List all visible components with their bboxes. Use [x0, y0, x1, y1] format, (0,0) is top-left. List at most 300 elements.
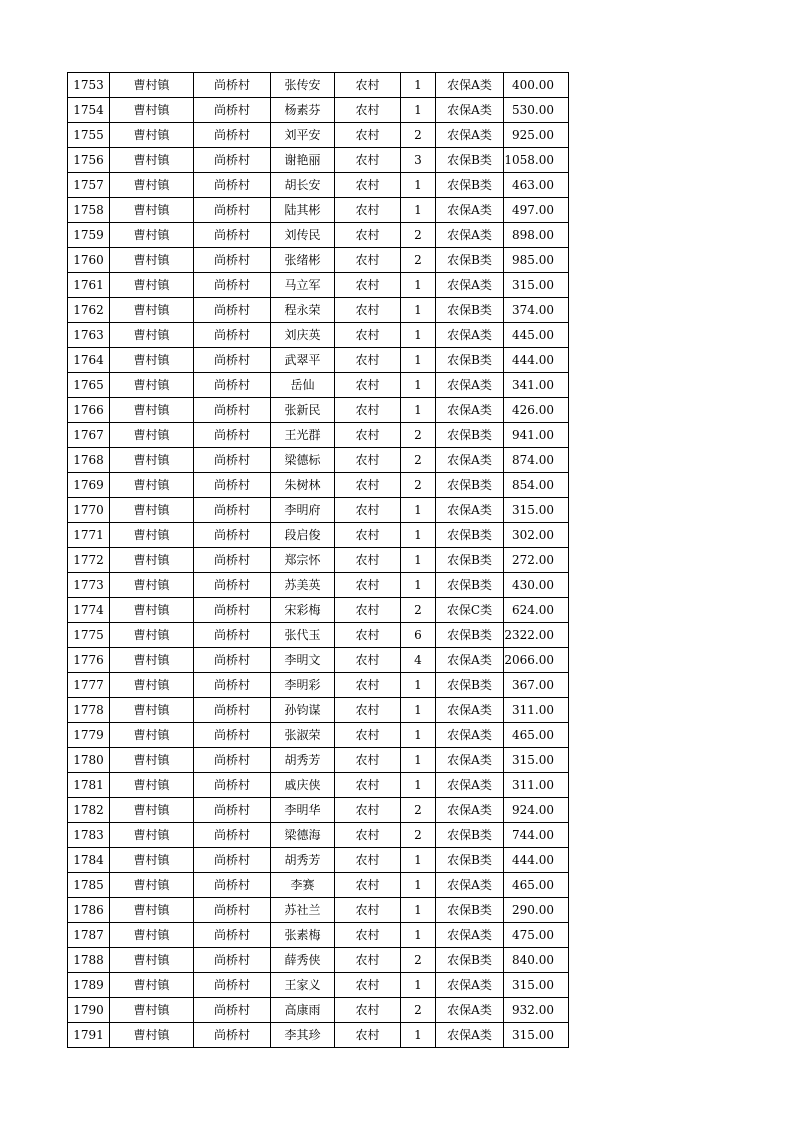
household-type-cell: 农村: [335, 623, 401, 648]
amount-cell: 1058.00: [504, 148, 569, 173]
name-cell: 梁德标: [271, 448, 335, 473]
member-count-cell: 1: [401, 373, 436, 398]
category-cell: 农保B类: [436, 473, 504, 498]
amount-cell: 854.00: [504, 473, 569, 498]
table-row: [68, 973, 569, 998]
member-count-cell: 2: [401, 948, 436, 973]
category-cell: 农保B类: [436, 348, 504, 373]
town-cell: 曹村镇: [110, 748, 194, 773]
row-number: 1789: [68, 973, 110, 998]
household-type-cell: 农村: [335, 723, 401, 748]
town-cell: 曹村镇: [110, 848, 194, 873]
village-cell: 尚桥村: [194, 773, 271, 798]
table-row: [68, 498, 569, 523]
amount-cell: 985.00: [504, 248, 569, 273]
member-count-cell: 1: [401, 523, 436, 548]
amount-cell: 463.00: [504, 173, 569, 198]
amount-cell: 497.00: [504, 198, 569, 223]
table-row: [68, 998, 569, 1023]
name-cell: 谢艳丽: [271, 148, 335, 173]
member-count-cell: 1: [401, 573, 436, 598]
amount-cell: 932.00: [504, 998, 569, 1023]
member-count-cell: 1: [401, 898, 436, 923]
village-cell: 尚桥村: [194, 723, 271, 748]
category-cell: 农保B类: [436, 423, 504, 448]
amount-cell: 475.00: [504, 923, 569, 948]
town-cell: 曹村镇: [110, 873, 194, 898]
name-cell: 李赛: [271, 873, 335, 898]
town-cell: 曹村镇: [110, 898, 194, 923]
table-row: [68, 73, 569, 98]
table-row: [68, 623, 569, 648]
category-cell: 农保A类: [436, 373, 504, 398]
town-cell: 曹村镇: [110, 573, 194, 598]
village-cell: 尚桥村: [194, 848, 271, 873]
household-type-cell: 农村: [335, 198, 401, 223]
name-cell: 苏社兰: [271, 898, 335, 923]
member-count-cell: 2: [401, 248, 436, 273]
amount-cell: 445.00: [504, 323, 569, 348]
table-row: [68, 1023, 569, 1048]
member-count-cell: 1: [401, 298, 436, 323]
amount-cell: 898.00: [504, 223, 569, 248]
amount-cell: 315.00: [504, 748, 569, 773]
row-number: 1788: [68, 948, 110, 973]
row-number: 1768: [68, 448, 110, 473]
name-cell: 程永荣: [271, 298, 335, 323]
row-number: 1785: [68, 873, 110, 898]
household-type-cell: 农村: [335, 273, 401, 298]
member-count-cell: 1: [401, 348, 436, 373]
member-count-cell: 2: [401, 473, 436, 498]
table-row: [68, 473, 569, 498]
town-cell: 曹村镇: [110, 173, 194, 198]
name-cell: 刘庆英: [271, 323, 335, 348]
member-count-cell: 1: [401, 723, 436, 748]
name-cell: 张传安: [271, 73, 335, 98]
town-cell: 曹村镇: [110, 648, 194, 673]
row-number: 1764: [68, 348, 110, 373]
member-count-cell: 1: [401, 198, 436, 223]
household-type-cell: 农村: [335, 473, 401, 498]
amount-cell: 315.00: [504, 273, 569, 298]
table-row: [68, 598, 569, 623]
table-row: [68, 198, 569, 223]
row-number: 1790: [68, 998, 110, 1023]
name-cell: 郑宗怀: [271, 548, 335, 573]
name-cell: 张淑荣: [271, 723, 335, 748]
row-number: 1769: [68, 473, 110, 498]
member-count-cell: 1: [401, 748, 436, 773]
village-cell: 尚桥村: [194, 473, 271, 498]
household-type-cell: 农村: [335, 823, 401, 848]
town-cell: 曹村镇: [110, 998, 194, 1023]
member-count-cell: 1: [401, 548, 436, 573]
category-cell: 农保B类: [436, 573, 504, 598]
village-cell: 尚桥村: [194, 398, 271, 423]
name-cell: 武翠平: [271, 348, 335, 373]
name-cell: 梁德海: [271, 823, 335, 848]
name-cell: 胡秀芳: [271, 748, 335, 773]
name-cell: 李明府: [271, 498, 335, 523]
village-cell: 尚桥村: [194, 273, 271, 298]
village-cell: 尚桥村: [194, 873, 271, 898]
town-cell: 曹村镇: [110, 498, 194, 523]
village-cell: 尚桥村: [194, 173, 271, 198]
row-number: 1757: [68, 173, 110, 198]
village-cell: 尚桥村: [194, 423, 271, 448]
member-count-cell: 2: [401, 423, 436, 448]
row-number: 1772: [68, 548, 110, 573]
row-number: 1754: [68, 98, 110, 123]
household-type-cell: 农村: [335, 548, 401, 573]
table-row: [68, 773, 569, 798]
town-cell: 曹村镇: [110, 923, 194, 948]
member-count-cell: 1: [401, 923, 436, 948]
amount-cell: 426.00: [504, 398, 569, 423]
category-cell: 农保A类: [436, 223, 504, 248]
town-cell: 曹村镇: [110, 398, 194, 423]
amount-cell: 925.00: [504, 123, 569, 148]
town-cell: 曹村镇: [110, 723, 194, 748]
village-cell: 尚桥村: [194, 98, 271, 123]
row-number: 1759: [68, 223, 110, 248]
amount-cell: 341.00: [504, 373, 569, 398]
category-cell: 农保A类: [436, 98, 504, 123]
household-type-cell: 农村: [335, 123, 401, 148]
town-cell: 曹村镇: [110, 323, 194, 348]
category-cell: 农保A类: [436, 748, 504, 773]
member-count-cell: 1: [401, 398, 436, 423]
table-row: [68, 348, 569, 373]
town-cell: 曹村镇: [110, 198, 194, 223]
row-number: 1778: [68, 698, 110, 723]
household-type-cell: 农村: [335, 773, 401, 798]
village-cell: 尚桥村: [194, 123, 271, 148]
table-row: [68, 173, 569, 198]
table-row: [68, 398, 569, 423]
category-cell: 农保B类: [436, 623, 504, 648]
household-type-cell: 农村: [335, 698, 401, 723]
household-type-cell: 农村: [335, 948, 401, 973]
category-cell: 农保A类: [436, 498, 504, 523]
category-cell: 农保A类: [436, 198, 504, 223]
table-row: [68, 923, 569, 948]
category-cell: 农保A类: [436, 448, 504, 473]
table-row: [68, 373, 569, 398]
village-cell: 尚桥村: [194, 223, 271, 248]
name-cell: 朱树林: [271, 473, 335, 498]
amount-cell: 272.00: [504, 548, 569, 573]
amount-cell: 465.00: [504, 723, 569, 748]
name-cell: 王家义: [271, 973, 335, 998]
village-cell: 尚桥村: [194, 898, 271, 923]
table-row: [68, 423, 569, 448]
member-count-cell: 2: [401, 223, 436, 248]
category-cell: 农保A类: [436, 973, 504, 998]
household-type-cell: 农村: [335, 398, 401, 423]
row-number: 1770: [68, 498, 110, 523]
amount-cell: 2322.00: [504, 623, 569, 648]
row-number: 1766: [68, 398, 110, 423]
row-number: 1779: [68, 723, 110, 748]
household-type-cell: 农村: [335, 598, 401, 623]
household-type-cell: 农村: [335, 323, 401, 348]
town-cell: 曹村镇: [110, 298, 194, 323]
member-count-cell: 1: [401, 1023, 436, 1048]
village-cell: 尚桥村: [194, 548, 271, 573]
name-cell: 陆其彬: [271, 198, 335, 223]
village-cell: 尚桥村: [194, 748, 271, 773]
town-cell: 曹村镇: [110, 973, 194, 998]
table-row: [68, 323, 569, 348]
row-number: 1755: [68, 123, 110, 148]
name-cell: 李其珍: [271, 1023, 335, 1048]
village-cell: 尚桥村: [194, 323, 271, 348]
member-count-cell: 1: [401, 973, 436, 998]
town-cell: 曹村镇: [110, 348, 194, 373]
household-type-cell: 农村: [335, 1023, 401, 1048]
member-count-cell: 1: [401, 98, 436, 123]
member-count-cell: 1: [401, 873, 436, 898]
household-type-cell: 农村: [335, 873, 401, 898]
amount-cell: 444.00: [504, 348, 569, 373]
town-cell: 曹村镇: [110, 598, 194, 623]
village-cell: 尚桥村: [194, 623, 271, 648]
town-cell: 曹村镇: [110, 98, 194, 123]
village-cell: 尚桥村: [194, 373, 271, 398]
amount-cell: 315.00: [504, 973, 569, 998]
name-cell: 孙钧谋: [271, 698, 335, 723]
village-cell: 尚桥村: [194, 298, 271, 323]
name-cell: 李明彩: [271, 673, 335, 698]
household-type-cell: 农村: [335, 898, 401, 923]
row-number: 1753: [68, 73, 110, 98]
category-cell: 农保B类: [436, 898, 504, 923]
row-number: 1784: [68, 848, 110, 873]
row-number: 1783: [68, 823, 110, 848]
amount-cell: 941.00: [504, 423, 569, 448]
member-count-cell: 2: [401, 998, 436, 1023]
table-row: [68, 823, 569, 848]
table-row: [68, 848, 569, 873]
row-number: 1762: [68, 298, 110, 323]
name-cell: 张新民: [271, 398, 335, 423]
row-number: 1761: [68, 273, 110, 298]
town-cell: 曹村镇: [110, 148, 194, 173]
table-row: [68, 298, 569, 323]
village-cell: 尚桥村: [194, 573, 271, 598]
member-count-cell: 3: [401, 148, 436, 173]
table-row: [68, 148, 569, 173]
household-type-cell: 农村: [335, 523, 401, 548]
category-cell: 农保A类: [436, 398, 504, 423]
village-cell: 尚桥村: [194, 448, 271, 473]
household-type-cell: 农村: [335, 798, 401, 823]
category-cell: 农保A类: [436, 873, 504, 898]
table-row: [68, 573, 569, 598]
town-cell: 曹村镇: [110, 373, 194, 398]
name-cell: 杨素芬: [271, 98, 335, 123]
household-type-cell: 农村: [335, 148, 401, 173]
table-row: [68, 798, 569, 823]
name-cell: 刘平安: [271, 123, 335, 148]
table-row: [68, 273, 569, 298]
category-cell: 农保A类: [436, 73, 504, 98]
name-cell: 宋彩梅: [271, 598, 335, 623]
town-cell: 曹村镇: [110, 73, 194, 98]
name-cell: 胡秀芳: [271, 848, 335, 873]
village-cell: 尚桥村: [194, 973, 271, 998]
row-number: 1756: [68, 148, 110, 173]
category-cell: 农保A类: [436, 723, 504, 748]
name-cell: 高康雨: [271, 998, 335, 1023]
member-count-cell: 2: [401, 448, 436, 473]
village-cell: 尚桥村: [194, 498, 271, 523]
name-cell: 苏美英: [271, 573, 335, 598]
row-number: 1786: [68, 898, 110, 923]
category-cell: 农保A类: [436, 1023, 504, 1048]
household-type-cell: 农村: [335, 98, 401, 123]
town-cell: 曹村镇: [110, 823, 194, 848]
town-cell: 曹村镇: [110, 448, 194, 473]
village-cell: 尚桥村: [194, 73, 271, 98]
table-row: [68, 698, 569, 723]
town-cell: 曹村镇: [110, 948, 194, 973]
name-cell: 岳仙: [271, 373, 335, 398]
member-count-cell: 1: [401, 773, 436, 798]
member-count-cell: 1: [401, 673, 436, 698]
row-number: 1763: [68, 323, 110, 348]
category-cell: 农保B类: [436, 848, 504, 873]
amount-cell: 311.00: [504, 698, 569, 723]
name-cell: 李明文: [271, 648, 335, 673]
town-cell: 曹村镇: [110, 673, 194, 698]
village-cell: 尚桥村: [194, 198, 271, 223]
village-cell: 尚桥村: [194, 948, 271, 973]
household-type-cell: 农村: [335, 973, 401, 998]
category-cell: 农保A类: [436, 648, 504, 673]
town-cell: 曹村镇: [110, 773, 194, 798]
table-row: [68, 748, 569, 773]
table-row: [68, 723, 569, 748]
household-type-cell: 农村: [335, 373, 401, 398]
table-row: [68, 673, 569, 698]
member-count-cell: 6: [401, 623, 436, 648]
amount-cell: 465.00: [504, 873, 569, 898]
amount-cell: 367.00: [504, 673, 569, 698]
amount-cell: 530.00: [504, 98, 569, 123]
name-cell: 戚庆侠: [271, 773, 335, 798]
village-cell: 尚桥村: [194, 523, 271, 548]
household-type-cell: 农村: [335, 248, 401, 273]
member-count-cell: 1: [401, 498, 436, 523]
table-row: [68, 548, 569, 573]
amount-cell: 744.00: [504, 823, 569, 848]
category-cell: 农保B类: [436, 248, 504, 273]
category-cell: 农保A类: [436, 123, 504, 148]
member-count-cell: 2: [401, 598, 436, 623]
town-cell: 曹村镇: [110, 523, 194, 548]
row-number: 1767: [68, 423, 110, 448]
village-cell: 尚桥村: [194, 823, 271, 848]
amount-cell: 624.00: [504, 598, 569, 623]
household-type-cell: 农村: [335, 223, 401, 248]
village-cell: 尚桥村: [194, 648, 271, 673]
village-cell: 尚桥村: [194, 923, 271, 948]
household-type-cell: 农村: [335, 498, 401, 523]
amount-cell: 311.00: [504, 773, 569, 798]
town-cell: 曹村镇: [110, 623, 194, 648]
row-number: 1781: [68, 773, 110, 798]
row-number: 1787: [68, 923, 110, 948]
household-type-cell: 农村: [335, 448, 401, 473]
row-number: 1777: [68, 673, 110, 698]
town-cell: 曹村镇: [110, 473, 194, 498]
member-count-cell: 1: [401, 848, 436, 873]
village-cell: 尚桥村: [194, 998, 271, 1023]
town-cell: 曹村镇: [110, 248, 194, 273]
town-cell: 曹村镇: [110, 123, 194, 148]
member-count-cell: 1: [401, 173, 436, 198]
row-number: 1760: [68, 248, 110, 273]
member-count-cell: 1: [401, 698, 436, 723]
village-cell: 尚桥村: [194, 248, 271, 273]
row-number: 1776: [68, 648, 110, 673]
row-number: 1771: [68, 523, 110, 548]
name-cell: 张素梅: [271, 923, 335, 948]
name-cell: 胡长安: [271, 173, 335, 198]
household-type-cell: 农村: [335, 423, 401, 448]
category-cell: 农保A类: [436, 923, 504, 948]
member-count-cell: 4: [401, 648, 436, 673]
name-cell: 薛秀侠: [271, 948, 335, 973]
category-cell: 农保A类: [436, 323, 504, 348]
table-row: [68, 223, 569, 248]
category-cell: 农保A类: [436, 698, 504, 723]
category-cell: 农保B类: [436, 148, 504, 173]
village-cell: 尚桥村: [194, 148, 271, 173]
amount-cell: 444.00: [504, 848, 569, 873]
town-cell: 曹村镇: [110, 423, 194, 448]
household-type-cell: 农村: [335, 173, 401, 198]
household-type-cell: 农村: [335, 923, 401, 948]
row-number: 1765: [68, 373, 110, 398]
category-cell: 农保A类: [436, 998, 504, 1023]
row-number: 1780: [68, 748, 110, 773]
household-type-cell: 农村: [335, 648, 401, 673]
village-cell: 尚桥村: [194, 1023, 271, 1048]
village-cell: 尚桥村: [194, 348, 271, 373]
table-row: [68, 898, 569, 923]
table-row: [68, 948, 569, 973]
name-cell: 马立军: [271, 273, 335, 298]
town-cell: 曹村镇: [110, 548, 194, 573]
amount-cell: 874.00: [504, 448, 569, 473]
town-cell: 曹村镇: [110, 223, 194, 248]
household-type-cell: 农村: [335, 573, 401, 598]
name-cell: 刘传民: [271, 223, 335, 248]
category-cell: 农保B类: [436, 673, 504, 698]
member-count-cell: 2: [401, 798, 436, 823]
amount-cell: 430.00: [504, 573, 569, 598]
household-type-cell: 农村: [335, 73, 401, 98]
household-type-cell: 农村: [335, 998, 401, 1023]
table-row: [68, 873, 569, 898]
household-type-cell: 农村: [335, 748, 401, 773]
row-number: 1774: [68, 598, 110, 623]
town-cell: 曹村镇: [110, 698, 194, 723]
